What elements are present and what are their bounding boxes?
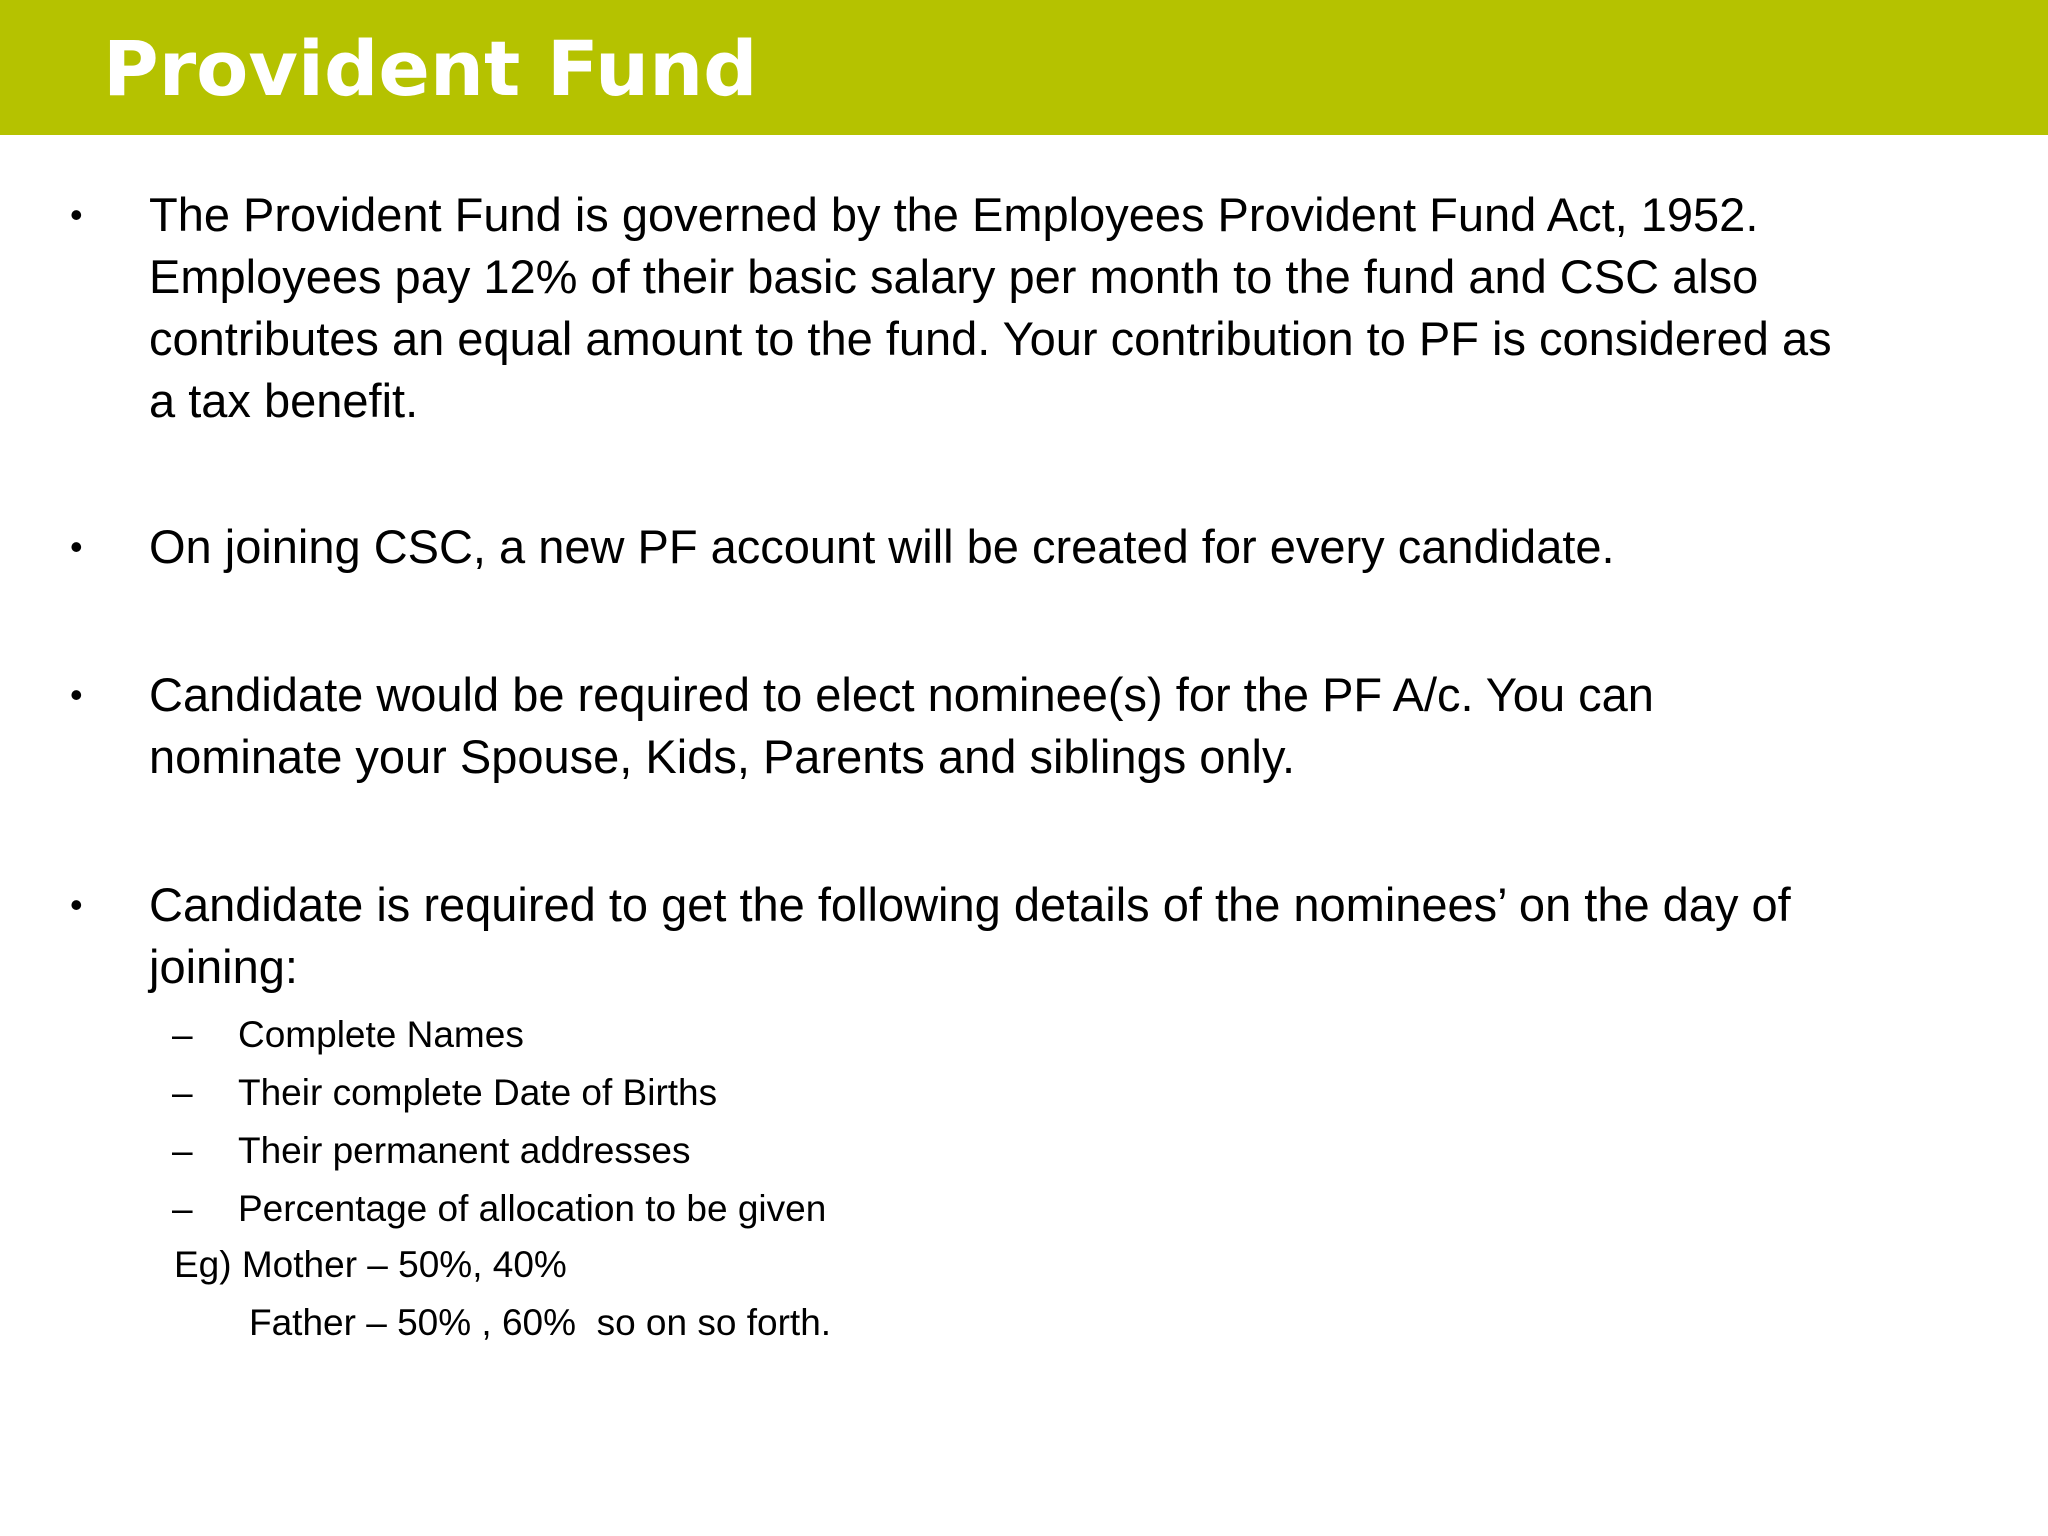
bullet-line: Candidate would be required to elect nominee(s) for the PF A/c. You can <box>149 668 1654 721</box>
title-bar <box>0 0 2048 135</box>
list-item <box>0 1064 2048 1122</box>
bullet-marker: • <box>70 674 83 715</box>
bullet-text <box>149 664 2009 788</box>
dash-marker: – <box>172 1072 193 1113</box>
list-item <box>0 1006 2048 1064</box>
bullet-text <box>149 874 2009 998</box>
dash-marker: – <box>172 1188 193 1229</box>
bullet-line: Candidate is required to get the following details of the nominees’ on the day of <box>149 878 1791 931</box>
bullet-line: On joining CSC, a new PF account will be created for every candidate. <box>149 520 1615 573</box>
bullet-line: The Provident Fund is governed by the Employees Provident Fund Act, 1952. <box>149 188 1759 241</box>
list-item-text: Percentage of allocation to be given <box>238 1188 827 1229</box>
example-father: Father – 50% , 60% so on so forth. <box>249 1302 832 1343</box>
list-item <box>0 1180 2048 1238</box>
bullet-text <box>149 516 2009 578</box>
bullet-line: nominate your Spouse, Kids, Parents and siblings only. <box>149 730 1296 783</box>
dash-marker: – <box>172 1130 193 1171</box>
bullet-text <box>149 184 2009 432</box>
list-item-text: Their permanent addresses <box>238 1130 691 1171</box>
example-mother: Eg) Mother – 50%, 40% <box>174 1244 567 1285</box>
bullet-line: a tax benefit. <box>149 374 419 427</box>
bullet-line: Employees pay 12% of their basic salary per month to the fund and CSC also <box>149 250 1759 303</box>
dash-marker: – <box>172 1014 193 1055</box>
list-item <box>0 1122 2048 1180</box>
slide-title: Provident Fund <box>103 24 758 113</box>
bullet-marker: • <box>70 884 83 925</box>
bullet-marker: • <box>70 194 83 235</box>
bullet-line: contributes an equal amount to the fund. Your contribution to PF is considered as <box>149 312 1832 365</box>
list-item-text: Complete Names <box>238 1014 524 1055</box>
bullet-line: joining: <box>149 940 298 993</box>
list-item-text: Their complete Date of Births <box>238 1072 718 1113</box>
bullet-marker: • <box>70 526 83 567</box>
